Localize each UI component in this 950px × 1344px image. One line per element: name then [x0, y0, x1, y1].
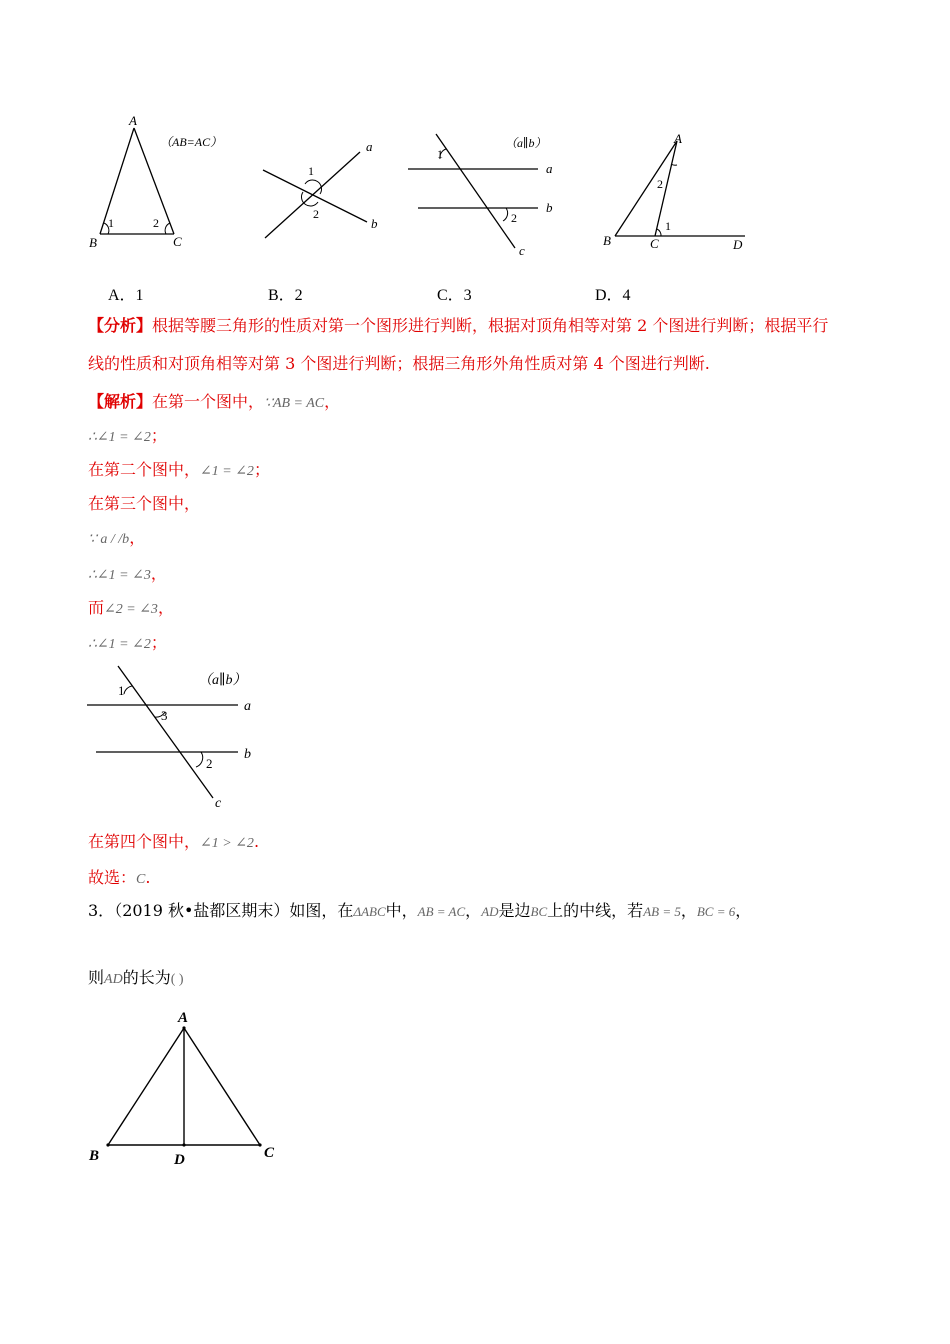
fig6-label-a: A	[178, 1010, 189, 1026]
fig3-label-b: b	[546, 200, 553, 215]
fig3-label-a: a	[546, 161, 553, 176]
figure-vertical-angles	[255, 130, 390, 245]
fig4-label-b: B	[603, 233, 611, 248]
fig5-angle-3: 3	[161, 708, 168, 723]
figure-exterior-angle	[595, 128, 760, 258]
question-number: 3．	[88, 901, 115, 920]
figure-parallel-lines	[400, 128, 565, 263]
fig3-note: （a∥b）	[505, 136, 547, 150]
solution-line-2: ∴∠1 = ∠2；	[88, 426, 167, 445]
fig6-label-c: C	[264, 1145, 275, 1161]
fig5-angle-1: 1	[118, 683, 125, 698]
question-3-line-2: 则AD的长为( )	[88, 968, 184, 987]
solution-line-5: ∵ a / /b，	[88, 528, 146, 547]
fig3-angle-2: 2	[511, 211, 517, 225]
fig2-angle-2: 2	[313, 207, 319, 221]
solution-line-8: ∴∠1 = ∠2；	[88, 633, 167, 652]
option-d: D．4	[595, 287, 631, 304]
fig1-angle-2: 2	[153, 216, 159, 230]
solution-line-4: 在第三个图中，	[88, 494, 201, 513]
solution-tag: 【解析】	[88, 392, 153, 411]
fig4-angle-2: 2	[657, 177, 663, 191]
fig4-label-a: A	[674, 131, 682, 146]
fig1-note: （AB=AC）	[160, 135, 223, 149]
fig1-label-c: C	[173, 234, 182, 249]
fig1-label-a: A	[129, 113, 137, 128]
fig6-label-b: B	[89, 1148, 100, 1164]
solution-line-1: 【解析】在第一个图中，∵AB = AC，	[88, 392, 341, 411]
fig5-label-a: a	[244, 699, 251, 714]
fig2-angle-1: 1	[308, 164, 314, 178]
figure-parallel-lines-detail	[80, 660, 270, 815]
question-3-line-1: 3．（2019 秋•盐都区期末）如图，在ΔABC中，AB = AC，AD是边BC上的中线，若AB = 5，BC = 6，	[88, 901, 752, 920]
solution-line-3: 在第二个图中，∠1 = ∠2；	[88, 460, 270, 479]
figure-triangle-median	[80, 1005, 280, 1170]
solution-line-10: 故选：C.	[88, 868, 151, 887]
fig2-label-a: a	[366, 139, 373, 154]
analysis-line-1: 【分析】根据等腰三角形的性质对第一个图形进行判断，根据对顶角相等对第 2 个图进行判断；根据平行	[88, 316, 829, 335]
option-c: C．3	[437, 287, 472, 304]
fig1-label-b: B	[89, 235, 97, 250]
analysis-tag: 【分析】	[88, 316, 153, 335]
fig3-angle-1: 1	[437, 147, 443, 161]
analysis-line-2: 线的性质和对顶角相等对第 3 个图进行判断；根据三角形外角性质对第 4 个图进行判断.	[88, 354, 710, 373]
solution-line-6: ∴∠1 = ∠3，	[88, 564, 167, 583]
fig3-label-c: c	[519, 243, 525, 258]
fig2-label-b: b	[371, 216, 378, 231]
option-a: A．1	[108, 287, 144, 304]
fig5-angle-2: 2	[206, 756, 213, 771]
fig4-label-c: C	[650, 236, 659, 251]
option-b: B．2	[268, 287, 303, 304]
fig4-angle-1: 1	[665, 219, 671, 233]
solution-line-9: 在第四个图中，∠1 > ∠2.	[88, 832, 260, 851]
fig5-note: （a∥b）	[198, 673, 247, 688]
fig6-label-d: D	[174, 1152, 185, 1168]
fig5-label-c: c	[215, 796, 222, 811]
solution-line-7: 而∠2 = ∠3，	[88, 598, 174, 617]
fig1-angle-1: 1	[108, 216, 114, 230]
fig5-label-b: b	[244, 747, 251, 762]
figure-isosceles-triangle	[80, 110, 240, 260]
fig4-label-d: D	[733, 237, 743, 252]
